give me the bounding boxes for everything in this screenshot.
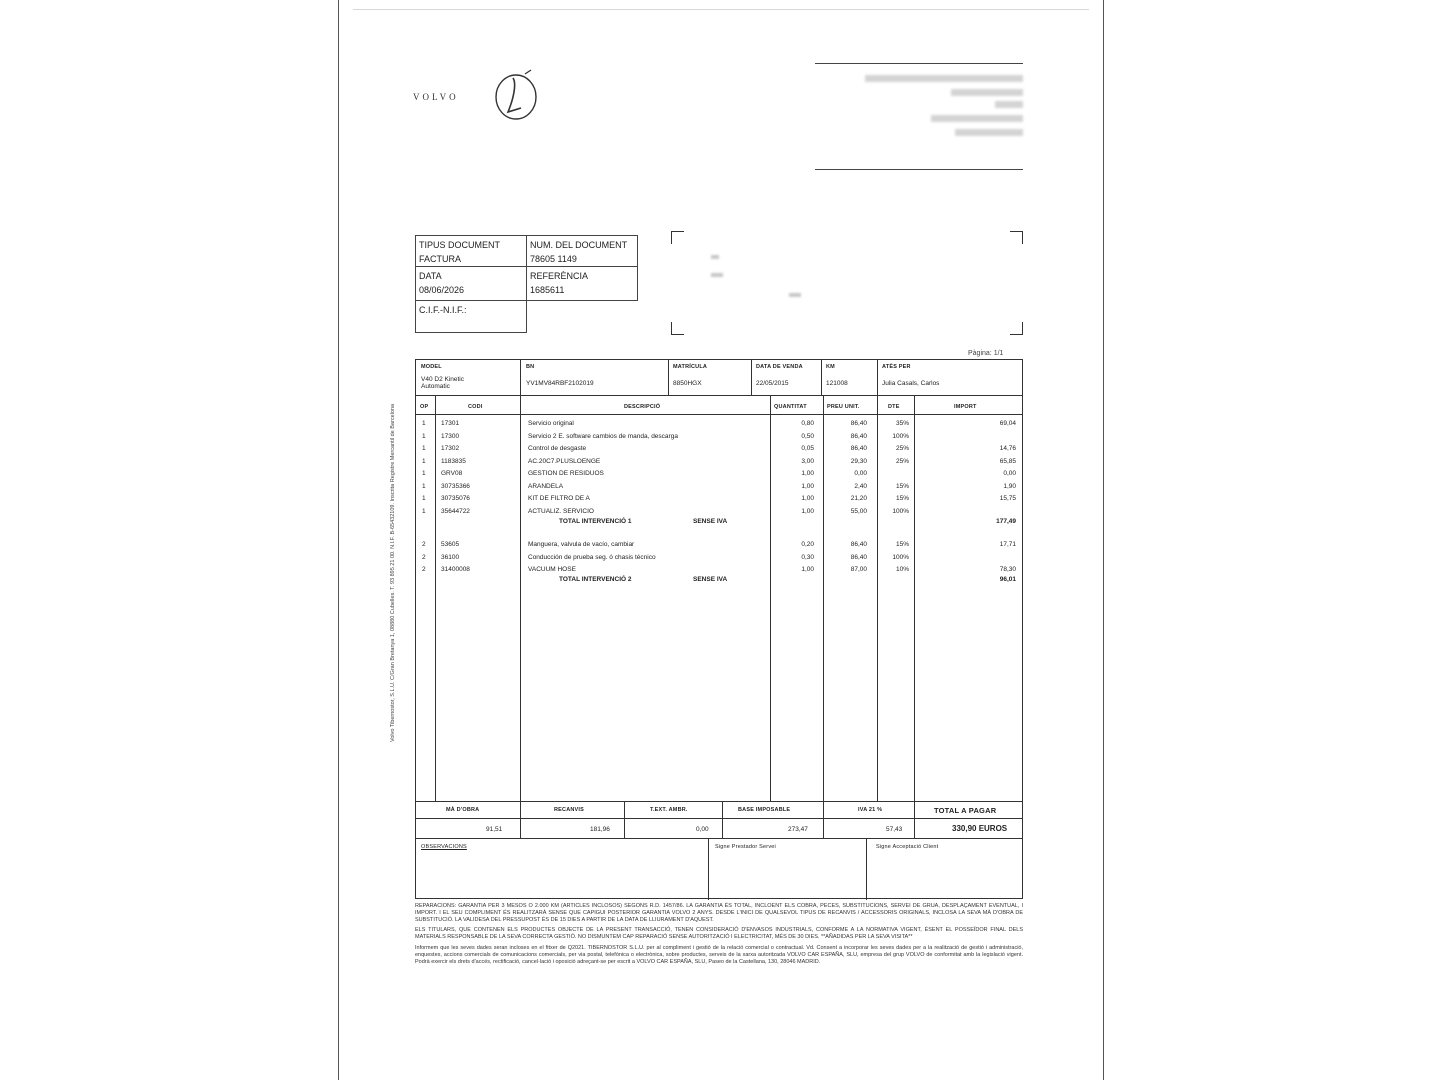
- matricula-value: 8850HGX: [673, 380, 702, 387]
- legal-paragraph-2: ELS TITULARS, QUE CONTENEN ELS PRODUCTES OBJECTE DE LA PRESENT TRANSACCIÓ, TENEN CONSIDERACIÓ D'ENVASOS INDUSTRIALS, CONFORME A LA NORMATIVA VIGENT, ÉSENT EL POSSEÏDOR FINAL DELS MATERIALS RESPONSABLE DE LA SEVA CORRECTA GESTIÓ. NO DISMUNTEM CAP REPARACIÓ SENSE AUTORITZACIÓ I ELECTRICITAT, MÉS DE 30 DIES. **AÑADIDAS PER LA SEVA VISITA**: [415, 927, 1023, 941]
- side-registration-note: Volvo Tibernostor, S.L.U. C/Gran Bretanya 1, 08880 Cubelles. T. 93 895 21 00. N.I.F. B-65432109. Inscrita Registre Mercantil de Barcelona: [390, 403, 396, 742]
- cell-descripcio: VACUUM HOSE: [528, 566, 576, 573]
- observacions-label: OBSERVACIONS: [421, 844, 467, 850]
- cell-import: 0,00: [1003, 470, 1016, 477]
- cell-quantitat: 0,50: [801, 432, 814, 440]
- col-dte: DTE: [888, 404, 900, 410]
- cell-op: 1: [422, 457, 426, 465]
- total-intervencio-1: TOTAL INTERVENCIÓ 1 SENSE IVA 177,49: [559, 518, 1016, 525]
- cell-descripcio: Manguera, valvula de vacío, cambiar: [528, 541, 635, 548]
- cell-import: 15,75: [999, 495, 1016, 502]
- col-quantitat: QUANTITAT: [774, 404, 807, 410]
- cell-op: 1: [422, 470, 426, 477]
- cell-quantitat: 0,05: [801, 445, 814, 452]
- cell-codi: 30735366: [441, 482, 470, 490]
- logo-mark-icon: [491, 68, 541, 122]
- taxes-label: T.EXT. AMBR.: [650, 807, 688, 813]
- cell-dte: 35%: [895, 420, 909, 427]
- recanvis-value: 181,96: [590, 826, 610, 833]
- table-row: [416, 458, 1024, 471]
- total-intervencio-2: TOTAL INTERVENCIÓ 2 SENSE IVA 96,01: [559, 576, 1016, 583]
- cell-op: 1: [422, 495, 426, 502]
- cell-op: 2: [422, 566, 426, 573]
- total-pagar-label: TOTAL A PAGAR: [934, 806, 997, 815]
- iva-value: 57,43: [886, 826, 903, 833]
- iva-label: IVA 21 %: [858, 807, 883, 813]
- col-op: OP: [420, 404, 429, 410]
- logo-text: VOLVO: [413, 92, 459, 102]
- cell-dte: 15%: [895, 541, 909, 548]
- col-descripcio: DESCRIPCIÓ: [624, 404, 661, 410]
- company-address-block: [815, 63, 1023, 173]
- table-row: [416, 445, 1024, 458]
- volvo-logo: [413, 66, 543, 126]
- cell-quantitat: 1,00: [801, 566, 814, 573]
- cell-import: 17,71: [999, 541, 1016, 548]
- cell-preu: 29,30: [850, 457, 867, 465]
- page-top-rule: [353, 9, 1089, 10]
- cell-preu: 86,40: [850, 420, 867, 427]
- referencia-cell: REFERÈNCIA 1685611: [526, 266, 638, 301]
- table-row: [416, 420, 1024, 433]
- cell-op: 2: [422, 553, 426, 561]
- bn-value: YV1MV84RBF2102019: [526, 380, 594, 387]
- cell-op: 1: [422, 432, 426, 440]
- base-label: BASE IMPOSABLE: [738, 807, 791, 813]
- client-address-window: [671, 231, 1023, 335]
- cell-preu: 55,00: [850, 507, 867, 515]
- total-pagar-value: 330,90 EUROS: [952, 824, 1008, 833]
- cell-quantitat: 1,00: [801, 482, 814, 490]
- cell-codi: 30735076: [441, 495, 470, 502]
- document-info-box: [415, 235, 637, 333]
- cell-codi: 35644722: [441, 507, 470, 515]
- table-row: [416, 541, 1024, 554]
- cell-codi: 53605: [441, 541, 460, 548]
- cell-descripcio: Conducción de prueba seg. ó chasis técnico: [528, 553, 656, 561]
- cell-quantitat: 1,00: [801, 507, 814, 515]
- cell-dte: 10%: [895, 566, 909, 573]
- cell-descripcio: Control de desgaste: [528, 445, 587, 452]
- cell-descripcio: ACTUALIZ. SERVICIO: [528, 507, 594, 515]
- num-document-cell: NUM. DEL DOCUMENT 78605 1149: [526, 235, 638, 267]
- invoice-table: [415, 359, 1023, 899]
- cell-dte: 100%: [892, 553, 909, 561]
- cell-preu: 2,40: [854, 482, 867, 490]
- cell-import: 78,30: [999, 566, 1016, 573]
- data-venda-value: 22/05/2015: [756, 380, 789, 387]
- recanvis-label: RECANVIS: [554, 807, 585, 813]
- km-label: KM: [826, 364, 835, 370]
- cell-codi: 36100: [441, 553, 460, 561]
- cell-dte: 15%: [895, 495, 909, 502]
- cell-dte: 25%: [895, 457, 909, 465]
- cell-import: 69,04: [999, 420, 1016, 427]
- atnd-label: ATÈS PER: [882, 364, 911, 370]
- model-label: MODEL: [421, 364, 442, 370]
- cell-codi: 17300: [441, 432, 460, 440]
- col-codi: CODI: [468, 404, 483, 410]
- cell-op: 1: [422, 482, 426, 490]
- cell-codi: 17301: [441, 420, 460, 427]
- cell-preu: 0,00: [854, 470, 867, 477]
- cell-dte: 100%: [892, 432, 909, 440]
- cell-import: 65,85: [999, 457, 1016, 465]
- firma-client-label: Signe Acceptació Client: [876, 844, 939, 850]
- ma-obra-label: MÀ D'OBRA: [446, 807, 480, 813]
- matricula-label: MATRÍCULA: [673, 364, 708, 370]
- cell-preu: 21,20: [850, 495, 867, 502]
- table-row: [416, 554, 1024, 567]
- cell-op: 1: [422, 420, 426, 427]
- cell-op: 1: [422, 445, 426, 452]
- cell-descripcio: ARANDELA: [528, 482, 564, 490]
- model-line-1: V40 D2 Kinetic: [421, 376, 464, 383]
- col-import: IMPORT: [954, 404, 977, 410]
- cell-preu: 86,40: [850, 432, 867, 440]
- ma-obra-value: 91,51: [486, 826, 503, 833]
- cell-quantitat: 0,80: [801, 420, 814, 427]
- cell-quantitat: 0,20: [801, 541, 814, 548]
- firma-servei-label: Signe Prestador Servei: [715, 844, 776, 850]
- data-venda-label: DATA DE VENDA: [756, 364, 803, 370]
- km-value: 121008: [826, 380, 848, 387]
- taxes-value: 0,00: [696, 826, 709, 833]
- cell-preu: 86,40: [850, 445, 867, 452]
- cell-descripcio: Servicio original: [528, 420, 574, 427]
- atnd-value: Julia Casals, Carlos: [882, 380, 940, 387]
- cell-dte: 100%: [892, 507, 909, 515]
- cell-dte: 15%: [895, 482, 909, 490]
- cell-codi: GRV08: [441, 470, 463, 477]
- bn-label: BN: [526, 364, 535, 370]
- cell-quantitat: 1,00: [801, 470, 814, 477]
- table-row: [416, 433, 1024, 446]
- cell-dte: 25%: [895, 445, 909, 452]
- page-number: Pàgina: 1/1: [968, 350, 1004, 357]
- legal-terms: [415, 903, 1023, 969]
- table-row: [416, 495, 1024, 508]
- col-preu: PREU UNIT.: [827, 404, 860, 410]
- cell-codi: 31400008: [441, 566, 470, 573]
- cell-op: 1: [422, 507, 426, 515]
- cell-quantitat: 0,30: [801, 553, 814, 561]
- cell-preu: 87,00: [850, 566, 867, 573]
- legal-paragraph-3: Informem que les seves dades seran incloses en el fitxer de Q2021. TIBERNOSTOR S.L.U. per al compliment i gestió de la relació comercial o contractual. Vd. Consent a incorporar les seves dades per a la realització de gestió i administració, enquestes, accions comercials de comunicacions comercials, per via postal, telefònica o electrònica, sobre productes, serveis de la xarxa autoritzada VOLVO CAR ESPAÑA, SLU, empresa del grup VOLVO de conformitat amb la legislació vigent. Podrà exercir els drets d'accés, rectificació, cancel·lació i oposició adreçant-se per escrit a VOLVO CAR ESPAÑA, SLU, Paseo de la Castellana, 130, 28046 MADRID.: [415, 944, 1023, 965]
- cell-import: 1,90: [1003, 482, 1016, 490]
- cell-quantitat: 1,00: [801, 495, 814, 502]
- data-cell: DATA 08/06/2026: [415, 266, 527, 301]
- cell-descripcio: KIT DE FILTRO DE A: [528, 495, 590, 502]
- cell-descripcio: AC.20C7.PLUSLOENGE: [528, 457, 601, 465]
- cell-codi: 17302: [441, 445, 460, 452]
- cell-op: 2: [422, 541, 426, 548]
- cell-quantitat: 3,00: [801, 457, 814, 465]
- table-row: [416, 470, 1024, 483]
- tipus-document-cell: TIPUS DOCUMENT FACTURA: [415, 235, 527, 267]
- model-line-2: Automatic: [421, 383, 450, 390]
- cell-preu: 86,40: [850, 541, 867, 548]
- base-value: 273,47: [788, 826, 808, 833]
- legal-paragraph-1: REPARACIONS: GARANTIA PER 3 MESOS O 2.000 KM (ARTICLES INCLOSOS) SEGONS R.D. 1457/86. LA GARANTIA ÉS TOTAL, INCLOENT ELS COBRA, PECES, SUBSTITUCIONS, SERVEI DE GRUA, DESPLAÇAMENT EVENTUAL, I IMPORT. I EL SEU COMPLIMENT ÉS REALITZARÀ SENSE QUE CAPIGUI POSTERIOR GARANTIA VOLVO 2 ANYS. DESDE L'INICI DE QUALSEVOL TIPUS DE RECANVIS / ACCESSORIS ORIGINALS, INCLOSA LA SEVA MÀ D'OBRA DE SUBSTITUCIÓ. LA VALIDESA DEL PRESSUPOST ÉS DE 15 DIES A PARTIR DE LA DATA DE LLIURAMENT D'AQUEST.: [415, 903, 1023, 923]
- cell-descripcio: Servicio 2 E. software cambios de manda, descarga: [528, 432, 678, 440]
- cell-preu: 86,40: [850, 553, 867, 561]
- cell-descripcio: GESTION DE RESIDUOS: [528, 470, 604, 477]
- cif-cell: C.I.F.-N.I.F.:: [415, 300, 527, 333]
- cell-codi: 1183835: [441, 457, 466, 465]
- cell-import: 14,76: [999, 445, 1016, 452]
- table-row: [416, 483, 1024, 496]
